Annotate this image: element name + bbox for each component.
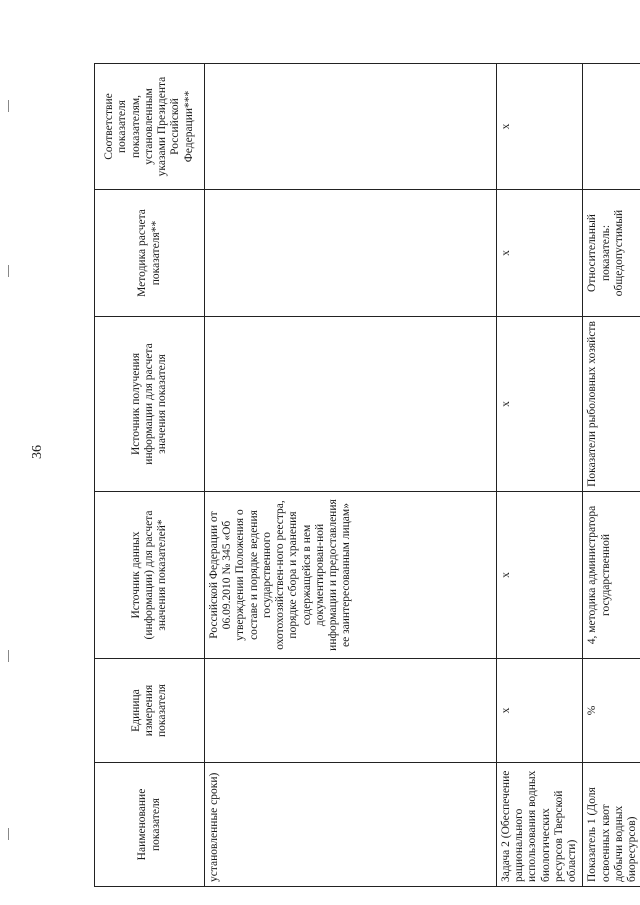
cell-data-source: Российской Федерации от 06.09.2010 № 345 «Об утверждении Положения о составе и порядке ведения государственного охотохозяйствен-ного реестра, порядке сбора и хранения содержащейся в нем документирован-ной информации и предоставления ее заинтересованным лицам» [205,492,497,659]
cell-name: Задача 2 (Обеспечение рационального использования водных биологических ресурсов Тверской области) [497,763,583,887]
cell-name: Показатель 1 (Доля освоенных квот добычи водных биоресурсов) [583,763,640,887]
cell-method: Относительный показатель: общедопустимый [583,190,640,317]
page-number: 36 [30,445,45,459]
punch-mark [8,650,9,662]
indicators-table [94,63,640,887]
header-unit: Единица измерения показателя [95,659,205,763]
cell-unit: х [497,659,583,763]
cell-method [205,190,497,317]
table-row [205,64,497,887]
header-info-source: Источник получения информации для расчета значения показателя [95,317,205,492]
cell-compliance [583,64,640,190]
punch-mark [8,265,9,277]
rotated-table-wrapper [94,64,638,887]
table-row [497,64,583,887]
table-header-row [95,64,205,887]
cell-unit [205,659,497,763]
punch-mark [8,100,9,112]
cell-info-source [205,317,497,492]
cell-compliance: х [497,64,583,190]
header-method: Методика расчета показателя** [95,190,205,317]
header-data-source: Источник данных (информации) для расчета значения показателей* [95,492,205,659]
cell-data-source: х [497,492,583,659]
table-row [583,64,640,887]
cell-info-source: х [497,317,583,492]
header-indicator-name: Наименование показателя [95,763,205,887]
cell-compliance [205,64,497,190]
cell-data-source: 4, методика администратора государственной [583,492,640,659]
header-compliance: Соответствие показателя показателям, установленным указами Президента Российской Федерации*** [95,64,205,190]
cell-name: установленные сроки) [205,763,497,887]
cell-unit: % [583,659,640,763]
punch-mark [8,828,9,840]
cell-info-source: Показатели рыболовных хозяйств [583,317,640,492]
cell-method: х [497,190,583,317]
